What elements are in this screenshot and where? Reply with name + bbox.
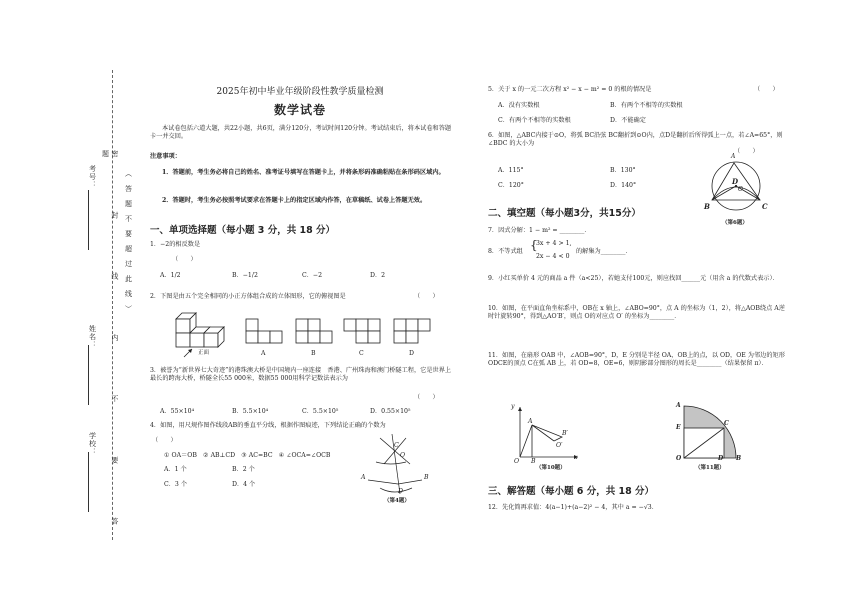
q10-label-op: O′ <box>556 442 563 449</box>
q11-label-c: C <box>724 420 729 427</box>
q3-paren: （ ） <box>414 394 439 401</box>
q4-label-a: A <box>361 474 366 481</box>
q3-option-a[interactable]: A．55×10⁴ <box>160 408 195 415</box>
label-exam-no: 考号： <box>88 165 97 189</box>
q5-option-b[interactable]: B．有两个不相等的实数根 <box>610 102 683 109</box>
label-name: 姓名： <box>88 325 97 349</box>
q12-text: 12．先化简再求值：4(a−1)+(a−2)² − 4，其中 a = −√3． <box>488 504 658 511</box>
q11-text: 11．如图，在扇形 OAB 中，∠AOB=90°，D，E 分别是半径 OA，OB上的点，以 OD，OE 为邻边的矩形 ODCE的顶点 C在弧 AB 上，若 OD=8，OE=6，则阴影部分图形的周长是________（结果保留 π）． <box>488 352 785 368</box>
q4-option-d[interactable]: D．4 个 <box>232 481 256 488</box>
q4-label-o: O <box>400 452 406 459</box>
q4-option-a[interactable]: A．1 个 <box>164 466 187 473</box>
q3-option-d[interactable]: D．0.55×10⁵ <box>370 408 411 415</box>
q10-text: 10．如图，在平面直角坐标系中，OB在 x 轴上，∠ABO=90°，点 A 的坐标为（1，2），将△AOB绕点 A逆时针旋转90°，得到△AO′B′，则点 O的对应点 O′ 的坐标为________． <box>488 305 785 321</box>
q11-label-d: D <box>718 455 724 462</box>
q2-fig-c[interactable]: C <box>359 350 364 357</box>
q6-label-o: O <box>738 186 743 193</box>
q5-stem: 5．关于 x 的一元二次方程 x² − x − m² = 0 的根的情况是 <box>488 86 652 93</box>
name-line <box>88 345 89 405</box>
q4-paren: （ ） <box>152 437 177 444</box>
q11-label-o: O <box>676 455 682 462</box>
q4-option-b[interactable]: B．2 个 <box>232 466 255 473</box>
exam-title: 2025年初中毕业年级阶段性教学质量检测 <box>216 87 384 97</box>
q1-option-a[interactable]: A．1/2 <box>160 272 181 279</box>
q6-label-b: B <box>704 202 710 211</box>
q6-label-d: D <box>732 177 739 186</box>
q6-option-a[interactable]: A．115° <box>498 167 524 174</box>
q4-facts: ① OA＝OB ② AB⊥CD ③ AC=BC ④ ∠OCA=∠OCB <box>164 452 331 459</box>
q5-option-d[interactable]: D．不能确定 <box>610 117 646 124</box>
q3-option-b[interactable]: B．5.5×10⁴ <box>232 408 269 415</box>
q2-fig-b[interactable]: B <box>311 350 316 357</box>
q8-pre: 8．不等式组 <box>488 248 523 255</box>
subject-title: 数学试卷 <box>273 103 326 117</box>
q4-option-c[interactable]: C．3 个 <box>164 481 188 488</box>
q6-figure <box>700 160 772 222</box>
q8-brace-icon: { <box>530 238 538 252</box>
label-school: 学校： <box>88 432 97 456</box>
q3-stem: 3．被誉为“新世界七大奇迹”的港珠澳大桥是中国境内一座连接 香港、广州珠海和澳门桥隧工程，它是世界上最长的跨海大桥，桥隧全长55 000米，数据55 000用科学记数法表示为 <box>150 367 452 383</box>
q10-label-o: O <box>514 458 520 465</box>
q2-figures <box>172 307 442 359</box>
q6-stem: 6．如图，△ABC内接于⊙O，将弧 BC沿弦 BC翻折到⊙O内，点D是翻折后所得弧上一点，若∠A=65°，则∠BDC 的大小为 <box>488 132 783 148</box>
q4-label-c: C <box>394 442 399 449</box>
section2-heading: 二、填空题（每小题3分，共15分） <box>488 208 641 219</box>
q1-option-d[interactable]: D．2 <box>370 272 386 279</box>
q11-label-a: A <box>676 402 681 409</box>
q6-option-c[interactable]: C．120° <box>498 182 524 189</box>
section3-heading: 三、解答题（每小题 6 分，共 18 分） <box>488 486 655 497</box>
q6-caption: （第6题） <box>722 220 748 226</box>
q10-label-bp: B′ <box>562 430 568 437</box>
notice-1: 1．答题前，考生务必将自己的姓名、准考证号填写在答题卡上，并将条形码准确粘贴在条形码区域内。 <box>162 169 445 176</box>
q8-post: 的解集为________． <box>576 248 632 255</box>
notice-title: 注意事项： <box>150 153 181 160</box>
section1-heading: 一、单项选择题（每小题 3 分，共 18 分） <box>150 225 336 236</box>
q8-sys1: 3x + 4 > 1, <box>536 240 572 247</box>
q1-stem: 1．−2的相反数是 <box>150 241 201 248</box>
q10-label-x: x <box>574 454 578 461</box>
q5-paren: （ ） <box>754 86 779 93</box>
q11-label-e: E <box>676 424 681 431</box>
q5-option-a[interactable]: A．没有实数根 <box>498 102 540 109</box>
q6-paren: （ ） <box>734 148 759 155</box>
q3-option-c[interactable]: C．5.5×10⁵ <box>302 408 339 415</box>
q11-figure <box>676 402 740 464</box>
q2-fig-a[interactable]: A <box>261 350 266 357</box>
q1-paren: （ ） <box>172 256 197 263</box>
q10-label-a: A <box>528 418 533 425</box>
q11-label-b: B <box>736 455 742 462</box>
q4-label-d: D <box>398 488 403 495</box>
q4-stem: 4．如图，用尺规作图作线段AB的垂直平分线，根据作图痕迹，下列结论正确的个数为 <box>150 422 386 429</box>
q10-label-b: B <box>531 458 536 465</box>
q6-label-c: C <box>762 202 768 211</box>
q1-option-c[interactable]: C．−2 <box>302 272 323 279</box>
q11-caption: （第11题） <box>695 465 725 471</box>
q2-stem: 2．下图是由五个完全相同的小正方体组合成的立体图形，它的俯视图是 <box>150 293 346 300</box>
seal-note: （答题不要超过此线） <box>124 170 133 320</box>
q6-label-a: A <box>731 153 736 160</box>
q5-option-c[interactable]: C．有两个不相等的实数根 <box>498 117 571 124</box>
q10-caption: （第10题） <box>536 465 566 471</box>
q10-figure <box>510 405 582 463</box>
q2-front-label: 正面 <box>198 350 210 356</box>
q2-paren: （ ） <box>414 293 439 300</box>
intro-text: 本试卷包括六道大题，共22小题，共6页，满分120分，考试时间120分钟。考试结束后，将本试卷和答题卡一并交回。 <box>150 125 452 141</box>
q4-label-b: B <box>424 474 429 481</box>
q10-label-y: y <box>511 403 515 410</box>
q6-option-d[interactable]: D．140° <box>610 182 637 189</box>
q6-option-b[interactable]: B．130° <box>610 167 636 174</box>
q7-text: 7．因式分解：1 − m² = ________． <box>488 227 591 234</box>
q2-fig-d[interactable]: D <box>409 350 414 357</box>
notice-2: 2．答题时，考生务必按照考试要求在答题卡上的指定区域内作答，在草稿纸、试卷上答题无效。 <box>162 197 427 204</box>
q9-text: 9．小红买单价 4 元的商品 a 件（a<25），若她支付100元，则应找回______元（用含 a 的代数式表示）． <box>488 275 779 282</box>
exam-no-line <box>88 190 89 250</box>
q1-option-b[interactable]: B．−1/2 <box>232 272 258 279</box>
school-line <box>88 452 89 512</box>
q8-sys2: 2x − 4 < 0 <box>536 253 570 260</box>
q4-caption: （第4题） <box>384 498 410 504</box>
seal-text: 密 封 线 内 不 要 答 题 <box>101 150 119 551</box>
